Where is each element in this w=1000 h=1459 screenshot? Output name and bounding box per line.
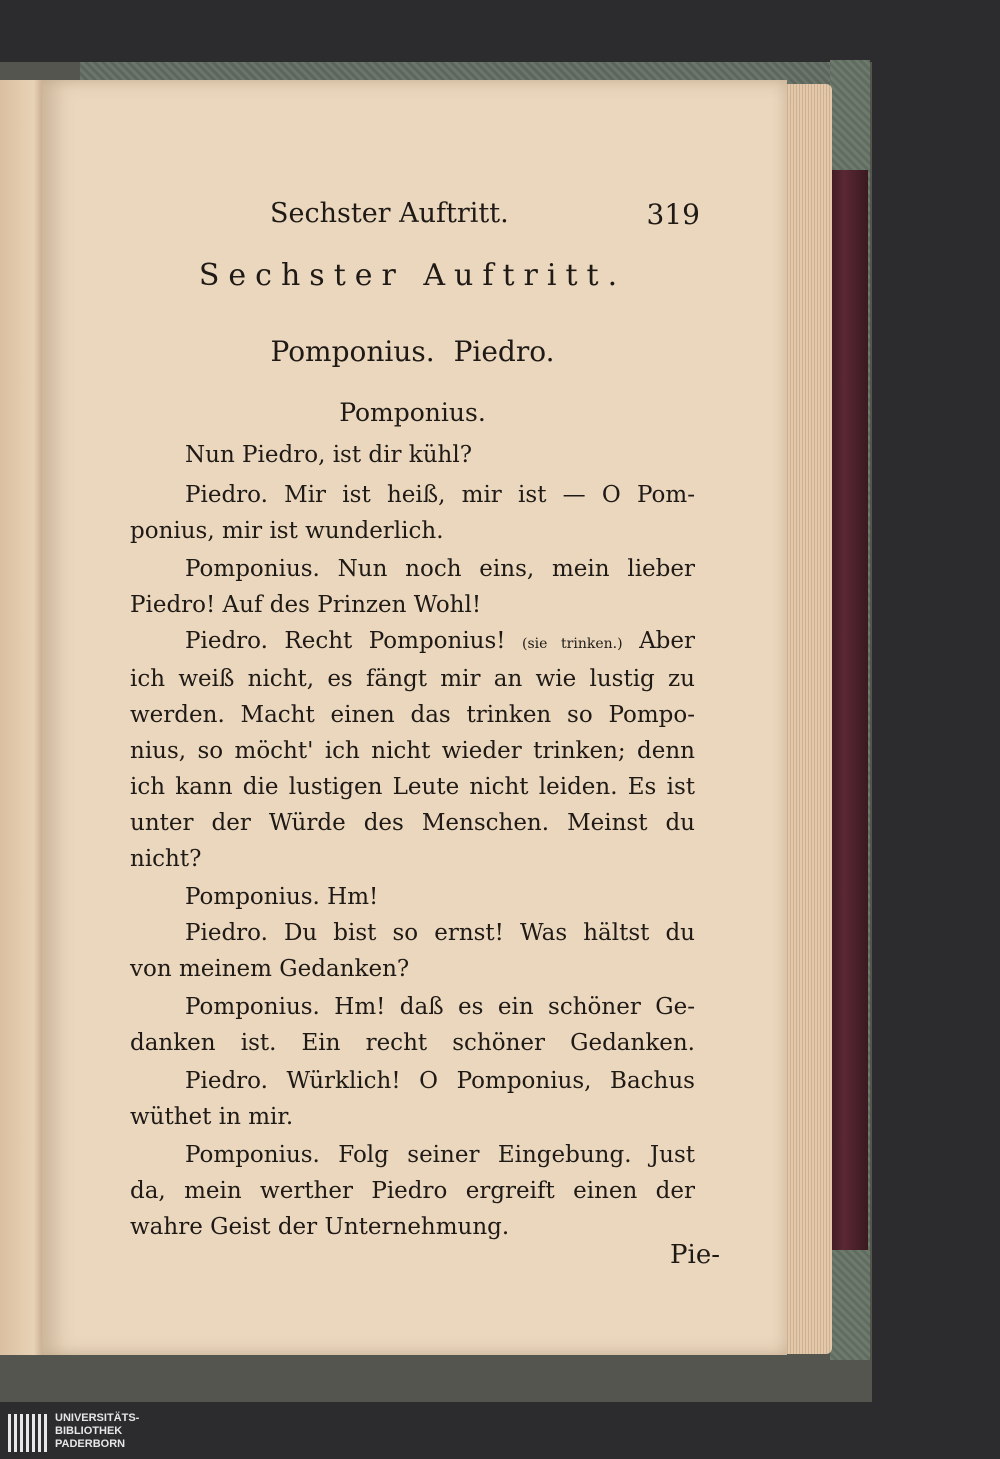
- text-line: da, mein werther Piedro ergreift einen der: [130, 1178, 695, 1204]
- text-line: ich kann die lustigen Leute nicht leiden. Es ist: [130, 774, 695, 800]
- book-page: [42, 80, 787, 1355]
- text-line-segment: Piedro. Recht Pomponius!: [185, 628, 506, 654]
- text-line: Piedro. Mir ist heiß, mir ist — O Pom-: [185, 482, 695, 508]
- stage-direction: (sie trinken.): [522, 636, 623, 652]
- character-list: Pomponius. Piedro.: [270, 335, 555, 368]
- running-title: Sechster Auftritt.: [270, 198, 509, 229]
- text-line: [185, 628, 695, 654]
- text-line: ich weiß nicht, es fängt mir an wie lustig zu: [130, 666, 695, 692]
- library-logo-bar: [0, 1410, 1000, 1459]
- text-line: von meinem Gedanken?: [130, 956, 410, 982]
- logo-line: UNIVERSITÄTS-: [55, 1412, 140, 1424]
- text-line: Piedro. Du bist so ernst! Was hältst du: [185, 920, 695, 946]
- book-leather-edge: [828, 170, 868, 1250]
- text-line: Nun Piedro, ist dir kühl?: [185, 442, 473, 468]
- text-line: werden. Macht einen das trinken so Pompo-: [130, 702, 695, 728]
- text-line-segment: Aber: [639, 628, 696, 654]
- text-line: unter der Würde des Menschen. Meinst du: [130, 810, 695, 836]
- text-line: nius, so möcht' ich nicht wieder trinken; denn: [130, 738, 695, 764]
- text-line: wüthet in mir.: [130, 1104, 294, 1130]
- text-line: wahre Geist der Unternehmung.: [130, 1214, 510, 1240]
- text-line: Pomponius. Nun noch eins, mein lieber: [185, 556, 695, 582]
- left-page-edge: [0, 80, 48, 1355]
- text-line: Pomponius. Folg seiner Eingebung. Just: [185, 1142, 695, 1168]
- speaker-heading: Pomponius.: [339, 398, 486, 427]
- logo-line: PADERBORN: [55, 1438, 126, 1450]
- text-line: Pomponius. Hm!: [185, 884, 379, 910]
- logo-line: BIBLIOTHEK: [55, 1425, 123, 1437]
- catchword: Pie-: [670, 1240, 720, 1270]
- library-logo-text: [55, 1412, 139, 1451]
- library-logo-icon: [8, 1414, 48, 1452]
- text-line: Piedro! Auf des Prinzen Wohl!: [130, 592, 482, 618]
- text-line: ponius, mir ist wunderlich.: [130, 518, 444, 544]
- text-line: danken ist. Ein recht schöner Gedanken.: [130, 1030, 695, 1056]
- text-line: Pomponius. Hm! daß es ein schöner Ge-: [185, 994, 695, 1020]
- scene-title: Sechster Auftritt.: [198, 258, 627, 293]
- text-line: nicht?: [130, 846, 202, 872]
- text-line: Piedro. Würklich! O Pomponius, Bachus: [185, 1068, 695, 1094]
- page-number: 319: [646, 198, 700, 231]
